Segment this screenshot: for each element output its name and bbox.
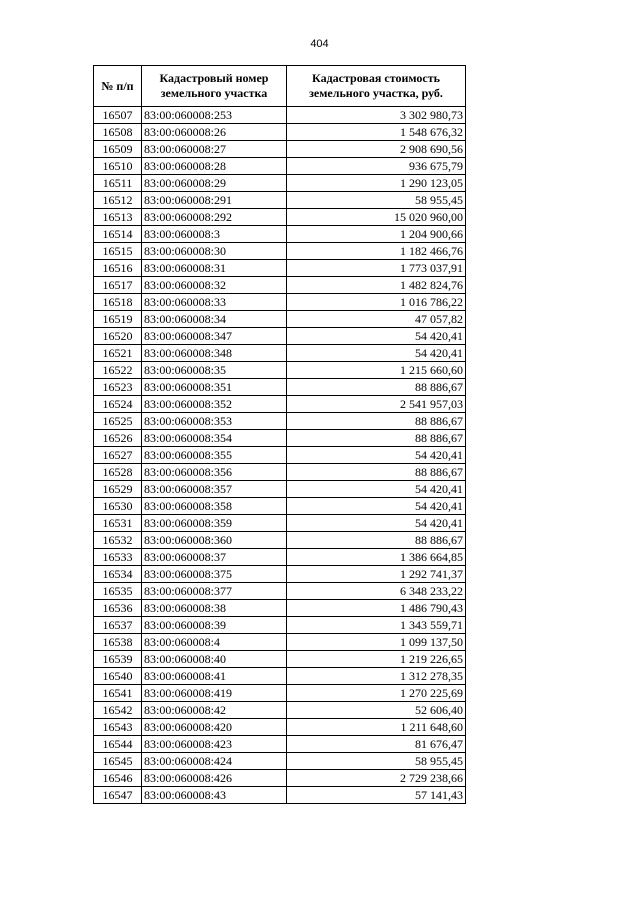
- cadastral-number-cell: 83:00:060008:4: [142, 634, 287, 651]
- cadastral-value-cell: 57 141,43: [287, 787, 466, 804]
- row-number-cell: 16527: [94, 447, 142, 464]
- row-number-cell: 16528: [94, 464, 142, 481]
- table-row: [94, 566, 466, 583]
- table-row: [94, 260, 466, 277]
- table-row: [94, 379, 466, 396]
- table-header: [94, 66, 466, 107]
- row-number-cell: 16540: [94, 668, 142, 685]
- table-row: [94, 634, 466, 651]
- cadastral-value-cell: 88 886,67: [287, 430, 466, 447]
- cadastral-value-cell: 58 955,45: [287, 192, 466, 209]
- cadastral-number-cell: 83:00:060008:3: [142, 226, 287, 243]
- cadastral-value-cell: 88 886,67: [287, 379, 466, 396]
- cadastral-value-cell: 936 675,79: [287, 158, 466, 175]
- column-header-number: № п/п: [94, 66, 142, 107]
- table-row: [94, 430, 466, 447]
- row-number-cell: 16522: [94, 362, 142, 379]
- cadastral-number-cell: 83:00:060008:40: [142, 651, 287, 668]
- cadastral-number-cell: 83:00:060008:353: [142, 413, 287, 430]
- cadastral-value-cell: 1 211 648,60: [287, 719, 466, 736]
- cadastral-value-cell: 2 541 957,03: [287, 396, 466, 413]
- table-row: [94, 277, 466, 294]
- cadastral-value-cell: 6 348 233,22: [287, 583, 466, 600]
- table-row: [94, 158, 466, 175]
- row-number-cell: 16507: [94, 107, 142, 124]
- cadastral-number-cell: 83:00:060008:28: [142, 158, 287, 175]
- cadastral-number-cell: 83:00:060008:359: [142, 515, 287, 532]
- table-row: [94, 396, 466, 413]
- row-number-cell: 16525: [94, 413, 142, 430]
- cadastral-value-cell: 15 020 960,00: [287, 209, 466, 226]
- cadastral-number-cell: 83:00:060008:358: [142, 498, 287, 515]
- cadastral-value-cell: 1 486 790,43: [287, 600, 466, 617]
- cadastral-value-cell: 54 420,41: [287, 328, 466, 345]
- row-number-cell: 16541: [94, 685, 142, 702]
- table-row: [94, 651, 466, 668]
- cadastral-value-cell: 54 420,41: [287, 345, 466, 362]
- cadastral-value-cell: 47 057,82: [287, 311, 466, 328]
- cadastral-number-cell: 83:00:060008:291: [142, 192, 287, 209]
- cadastral-value-cell: 3 302 980,73: [287, 107, 466, 124]
- row-number-cell: 16510: [94, 158, 142, 175]
- row-number-cell: 16538: [94, 634, 142, 651]
- row-number-cell: 16529: [94, 481, 142, 498]
- cadastral-number-cell: 83:00:060008:253: [142, 107, 287, 124]
- table-row: [94, 753, 466, 770]
- cadastral-value-cell: 1 219 226,65: [287, 651, 466, 668]
- table-row: [94, 328, 466, 345]
- row-number-cell: 16513: [94, 209, 142, 226]
- table-row: [94, 617, 466, 634]
- cadastral-value-cell: 1 182 466,76: [287, 243, 466, 260]
- table-row: [94, 787, 466, 804]
- cadastral-value-cell: 1 290 123,05: [287, 175, 466, 192]
- cadastral-number-cell: 83:00:060008:33: [142, 294, 287, 311]
- table-row: [94, 311, 466, 328]
- cadastral-number-cell: 83:00:060008:292: [142, 209, 287, 226]
- cadastral-value-cell: 1 292 741,37: [287, 566, 466, 583]
- row-number-cell: 16530: [94, 498, 142, 515]
- cadastral-value-cell: 1 204 900,66: [287, 226, 466, 243]
- row-number-cell: 16537: [94, 617, 142, 634]
- cadastral-value-cell: 54 420,41: [287, 481, 466, 498]
- cadastral-value-cell: 58 955,45: [287, 753, 466, 770]
- cadastral-number-cell: 83:00:060008:39: [142, 617, 287, 634]
- table-row: [94, 141, 466, 158]
- cadastral-number-cell: 83:00:060008:37: [142, 549, 287, 566]
- cadastral-number-cell: 83:00:060008:34: [142, 311, 287, 328]
- cadastral-number-cell: 83:00:060008:30: [142, 243, 287, 260]
- column-header-cadastral-number: Кадастровый номер земельного участка: [142, 66, 287, 107]
- page-number: 404: [310, 38, 329, 50]
- cadastral-number-cell: 83:00:060008:426: [142, 770, 287, 787]
- table-row: [94, 685, 466, 702]
- row-number-cell: 16536: [94, 600, 142, 617]
- table-header-row: [94, 66, 466, 107]
- cadastral-number-cell: 83:00:060008:26: [142, 124, 287, 141]
- table-row: [94, 294, 466, 311]
- cadastral-value-cell: 1 215 660,60: [287, 362, 466, 379]
- row-number-cell: 16533: [94, 549, 142, 566]
- cadastral-number-cell: 83:00:060008:423: [142, 736, 287, 753]
- row-number-cell: 16516: [94, 260, 142, 277]
- cadastral-number-cell: 83:00:060008:420: [142, 719, 287, 736]
- row-number-cell: 16543: [94, 719, 142, 736]
- row-number-cell: 16546: [94, 770, 142, 787]
- row-number-cell: 16512: [94, 192, 142, 209]
- table-row: [94, 770, 466, 787]
- table-row: [94, 209, 466, 226]
- cadastral-number-cell: 83:00:060008:357: [142, 481, 287, 498]
- row-number-cell: 16519: [94, 311, 142, 328]
- cadastral-number-cell: 83:00:060008:42: [142, 702, 287, 719]
- cadastral-number-cell: 83:00:060008:348: [142, 345, 287, 362]
- table-row: [94, 702, 466, 719]
- table-row: [94, 124, 466, 141]
- cadastral-number-cell: 83:00:060008:356: [142, 464, 287, 481]
- cadastral-value-cell: 81 676,47: [287, 736, 466, 753]
- row-number-cell: 16524: [94, 396, 142, 413]
- cadastral-number-cell: 83:00:060008:35: [142, 362, 287, 379]
- cadastral-number-cell: 83:00:060008:419: [142, 685, 287, 702]
- cadastral-number-cell: 83:00:060008:424: [142, 753, 287, 770]
- cadastral-value-cell: 54 420,41: [287, 515, 466, 532]
- row-number-cell: 16532: [94, 532, 142, 549]
- cadastral-value-cell: 88 886,67: [287, 413, 466, 430]
- table-row: [94, 447, 466, 464]
- table-row: [94, 532, 466, 549]
- cadastral-value-cell: 88 886,67: [287, 464, 466, 481]
- cadastral-value-cell: 2 729 238,66: [287, 770, 466, 787]
- row-number-cell: 16521: [94, 345, 142, 362]
- cadastral-value-cell: 1 099 137,50: [287, 634, 466, 651]
- cadastral-value-cell: 1 548 676,32: [287, 124, 466, 141]
- row-number-cell: 16520: [94, 328, 142, 345]
- cadastral-number-cell: 83:00:060008:43: [142, 787, 287, 804]
- table-row: [94, 549, 466, 566]
- cadastral-number-cell: 83:00:060008:41: [142, 668, 287, 685]
- cadastral-number-cell: 83:00:060008:377: [142, 583, 287, 600]
- cadastral-number-cell: 83:00:060008:29: [142, 175, 287, 192]
- row-number-cell: 16511: [94, 175, 142, 192]
- row-number-cell: 16531: [94, 515, 142, 532]
- table-row: [94, 192, 466, 209]
- cadastral-number-cell: 83:00:060008:375: [142, 566, 287, 583]
- row-number-cell: 16523: [94, 379, 142, 396]
- table-row: [94, 464, 466, 481]
- table-row: [94, 345, 466, 362]
- row-number-cell: 16545: [94, 753, 142, 770]
- table-row: [94, 736, 466, 753]
- cadastral-value-cell: 1 312 278,35: [287, 668, 466, 685]
- cadastral-number-cell: 83:00:060008:27: [142, 141, 287, 158]
- table-body: [94, 107, 466, 804]
- cadastral-value-cell: 1 482 824,76: [287, 277, 466, 294]
- row-number-cell: 16517: [94, 277, 142, 294]
- table-row: [94, 481, 466, 498]
- table-row: [94, 175, 466, 192]
- table-row: [94, 226, 466, 243]
- cadastral-value-cell: 1 270 225,69: [287, 685, 466, 702]
- row-number-cell: 16547: [94, 787, 142, 804]
- row-number-cell: 16526: [94, 430, 142, 447]
- cadastral-number-cell: 83:00:060008:351: [142, 379, 287, 396]
- cadastral-number-cell: 83:00:060008:360: [142, 532, 287, 549]
- cadastral-value-cell: 1 343 559,71: [287, 617, 466, 634]
- cadastral-number-cell: 83:00:060008:32: [142, 277, 287, 294]
- row-number-cell: 16534: [94, 566, 142, 583]
- table-row: [94, 668, 466, 685]
- row-number-cell: 16509: [94, 141, 142, 158]
- row-number-cell: 16515: [94, 243, 142, 260]
- cadastral-number-cell: 83:00:060008:354: [142, 430, 287, 447]
- row-number-cell: 16542: [94, 702, 142, 719]
- table-row: [94, 362, 466, 379]
- table-row: [94, 413, 466, 430]
- row-number-cell: 16514: [94, 226, 142, 243]
- cadastral-value-cell: 52 606,40: [287, 702, 466, 719]
- column-header-cadastral-value: Кадастровая стоимость земельного участка, руб.: [287, 66, 466, 107]
- table-row: [94, 719, 466, 736]
- table-row: [94, 600, 466, 617]
- cadastral-number-cell: 83:00:060008:38: [142, 600, 287, 617]
- row-number-cell: 16539: [94, 651, 142, 668]
- table-row: [94, 107, 466, 124]
- cadastral-value-cell: 1 386 664,85: [287, 549, 466, 566]
- table-row: [94, 243, 466, 260]
- cadastral-number-cell: 83:00:060008:352: [142, 396, 287, 413]
- row-number-cell: 16518: [94, 294, 142, 311]
- cadastral-value-cell: 54 420,41: [287, 498, 466, 515]
- cadastral-value-cell: 54 420,41: [287, 447, 466, 464]
- cadastral-number-cell: 83:00:060008:31: [142, 260, 287, 277]
- row-number-cell: 16544: [94, 736, 142, 753]
- row-number-cell: 16535: [94, 583, 142, 600]
- table-row: [94, 498, 466, 515]
- cadastral-number-cell: 83:00:060008:347: [142, 328, 287, 345]
- cadastral-value-cell: 2 908 690,56: [287, 141, 466, 158]
- cadastral-value-cell: 1 773 037,91: [287, 260, 466, 277]
- cadastral-value-cell: 88 886,67: [287, 532, 466, 549]
- cadastral-value-cell: 1 016 786,22: [287, 294, 466, 311]
- table-row: [94, 515, 466, 532]
- table-row: [94, 583, 466, 600]
- cadastral-number-cell: 83:00:060008:355: [142, 447, 287, 464]
- row-number-cell: 16508: [94, 124, 142, 141]
- cadastral-value-table: [93, 65, 466, 804]
